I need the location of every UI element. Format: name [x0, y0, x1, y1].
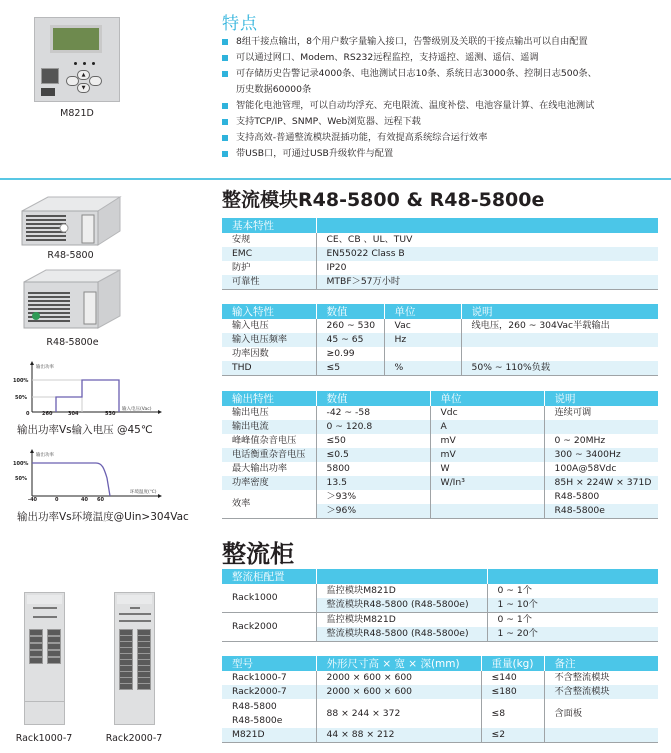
chart1-x-ticks: 0 260 304 530 [26, 411, 116, 417]
ent-key-icon [89, 76, 102, 86]
table-row: 整流模块R48-5800 (R48-5800e) 1 ~ 10个 [222, 598, 658, 613]
led-indicator [83, 62, 86, 65]
features-list [222, 34, 667, 162]
svg-text:输入电压(Vac): 输入电压(Vac) [122, 407, 152, 412]
svg-text:输出功率: 输出功率 [36, 365, 54, 370]
table-row: 电话衡重杂音电压 ≤0.5 mV 300 ~ 3400Hz [222, 448, 658, 462]
bullet-square-icon [222, 135, 228, 141]
feature-item: 可以通过网口、Modem、RS232远程监控，支持遥控、遥测、遥信、遥调 [222, 50, 667, 66]
input-specs-table [222, 304, 658, 376]
svg-text:50%: 50% [15, 476, 27, 482]
svg-text:环境温度(℃): 环境温度(℃) [130, 490, 157, 495]
table-row: 整流模块R48-5800 (R48-5800e) 1 ~ 20个 [222, 627, 658, 642]
table-header: 基本特性 [222, 218, 658, 233]
r48-5800-caption: R48-5800 [47, 250, 94, 261]
features-title: 特点 [222, 14, 258, 34]
bullet-square-icon [222, 39, 228, 45]
r48-5800e-image [20, 268, 125, 333]
cabinet-specs-table [222, 656, 658, 743]
bullet-square-icon [222, 55, 228, 61]
svg-text:输出功率: 输出功率 [36, 453, 54, 458]
output-specs-table [222, 391, 658, 519]
table-row: 输出电压 -42 ~ -58 Vdc 连续可调 [222, 406, 658, 420]
table-row: 防护 IP20 [222, 261, 658, 275]
r48-5800-image [18, 193, 123, 248]
rack2000-caption: Rack2000-7 [105, 733, 163, 744]
chart2-caption: 输出功率Vs环境温度@Uin>304Vac [17, 511, 189, 523]
table-row: M821D 44 × 88 × 212 ≤2 [222, 728, 658, 743]
bullet-square-icon [222, 151, 228, 157]
m821d-image [34, 17, 120, 102]
rectifier-title: 整流模块R48-5800 & R48-5800e [222, 189, 545, 211]
table-row: Rack2000 监控模块M821D 0 ~ 1个 [222, 613, 658, 628]
bullet-square-icon [222, 119, 228, 125]
led-indicator [74, 62, 77, 65]
table-row: 功率因数 ≥0.99 [222, 347, 658, 361]
ethernet-port-icon [41, 68, 59, 84]
feature-item: 带USB口，可通过USB升级软件与配置 [222, 146, 667, 162]
rack1000-image [24, 592, 65, 725]
usb-port-icon [41, 88, 55, 96]
bullet-square-icon [222, 103, 228, 109]
led-indicator [92, 62, 95, 65]
up-key-icon: ▲ [77, 70, 90, 80]
table-row: 效率 ＞93% R48-5800 [222, 490, 658, 504]
table-row: 功率密度 13.5 W/In³ 85H × 224W × 371D [222, 476, 658, 490]
lcd-screen [50, 25, 102, 53]
down-key-icon: ▼ [77, 83, 90, 93]
feature-item: 可存储历史告警记录4000条、电池测试日志10条、系统日志3000条、控制日志500条、 历史数据60000条 [222, 66, 667, 98]
table-row: 安规 CE、CB 、UL、TUV [222, 233, 658, 247]
feature-item: 8组干接点输出，8个用户数字量输入接口，告警级别及关联的干接点输出可以自由配置 [222, 34, 667, 50]
table-row: EMC EN55022 Class B [222, 247, 658, 261]
rack1000-caption: Rack1000-7 [15, 733, 73, 744]
table-header: 型号 外形尺寸高 × 宽 × 深(mm) 重量(kg) 备注 [222, 656, 658, 671]
chart1-caption: 输出功率Vs输入电压 @45℃ [17, 424, 153, 436]
power-vs-voltage-chart [10, 360, 170, 418]
m821d-caption: M821D [60, 108, 94, 119]
table-header: 输出特性 数值 单位 说明 [222, 391, 658, 406]
svg-text:100%: 100% [13, 461, 29, 467]
bullet-square-icon [222, 71, 228, 77]
table-row: 输出电流 0 ~ 120.8 A [222, 420, 658, 434]
table-row: Rack1000-7 2000 × 600 × 600 ≤140 不含整流模块 [222, 671, 658, 685]
table-row: THD ≤5 % 50% ~ 110%负载 [222, 361, 658, 376]
r48-5800e-caption: R48-5800e [46, 337, 99, 348]
table-header: 整流柜配置 [222, 569, 658, 584]
feature-item: 支持TCP/IP、SNMP、Web浏览器、远程下载 [222, 114, 667, 130]
table-row: Rack1000 监控模块M821D 0 ~ 1个 [222, 584, 658, 598]
table-row: 输入电压 260 ~ 530 Vac 线电压，260 ~ 304Vac半载输出 [222, 319, 658, 333]
rack2000-image [114, 592, 155, 725]
table-header: 输入特性 数值 单位 说明 [222, 304, 658, 319]
feature-item: 智能化电池管理，可以自动均浮充、充电限流、温度补偿、电池容量计算、在线电池测试 [222, 98, 667, 114]
svg-text:100%: 100% [13, 378, 29, 384]
cabinet-title: 整流柜 [222, 540, 294, 568]
feature-item: 支持高效-普通整流模块混插功能，有效提高系统综合运行效率 [222, 130, 667, 146]
table-row: ＞96% R48-5800e [222, 504, 658, 519]
svg-text:50%: 50% [15, 395, 27, 401]
table-row: R48-5800 R48-5800e 88 × 244 × 372 ≤8 含面板 [222, 699, 658, 728]
table-row: 峰峰值杂音电压 ≤50 mV 0 ~ 20MHz [222, 434, 658, 448]
basic-specs-table [222, 218, 658, 290]
table-row: 可靠性 MTBF＞57万小时 [222, 275, 658, 290]
table-row: Rack2000-7 2000 × 600 × 600 ≤180 不含整流模块 [222, 685, 658, 699]
table-row: 最大输出功率 5800 W 100A@58Vdc [222, 462, 658, 476]
chart2-x-ticks: -40 0 40 60 [28, 497, 104, 503]
table-row: 输入电压频率 45 ~ 65 Hz [222, 333, 658, 347]
cabinet-config-table [222, 569, 658, 642]
section-divider [0, 178, 671, 180]
